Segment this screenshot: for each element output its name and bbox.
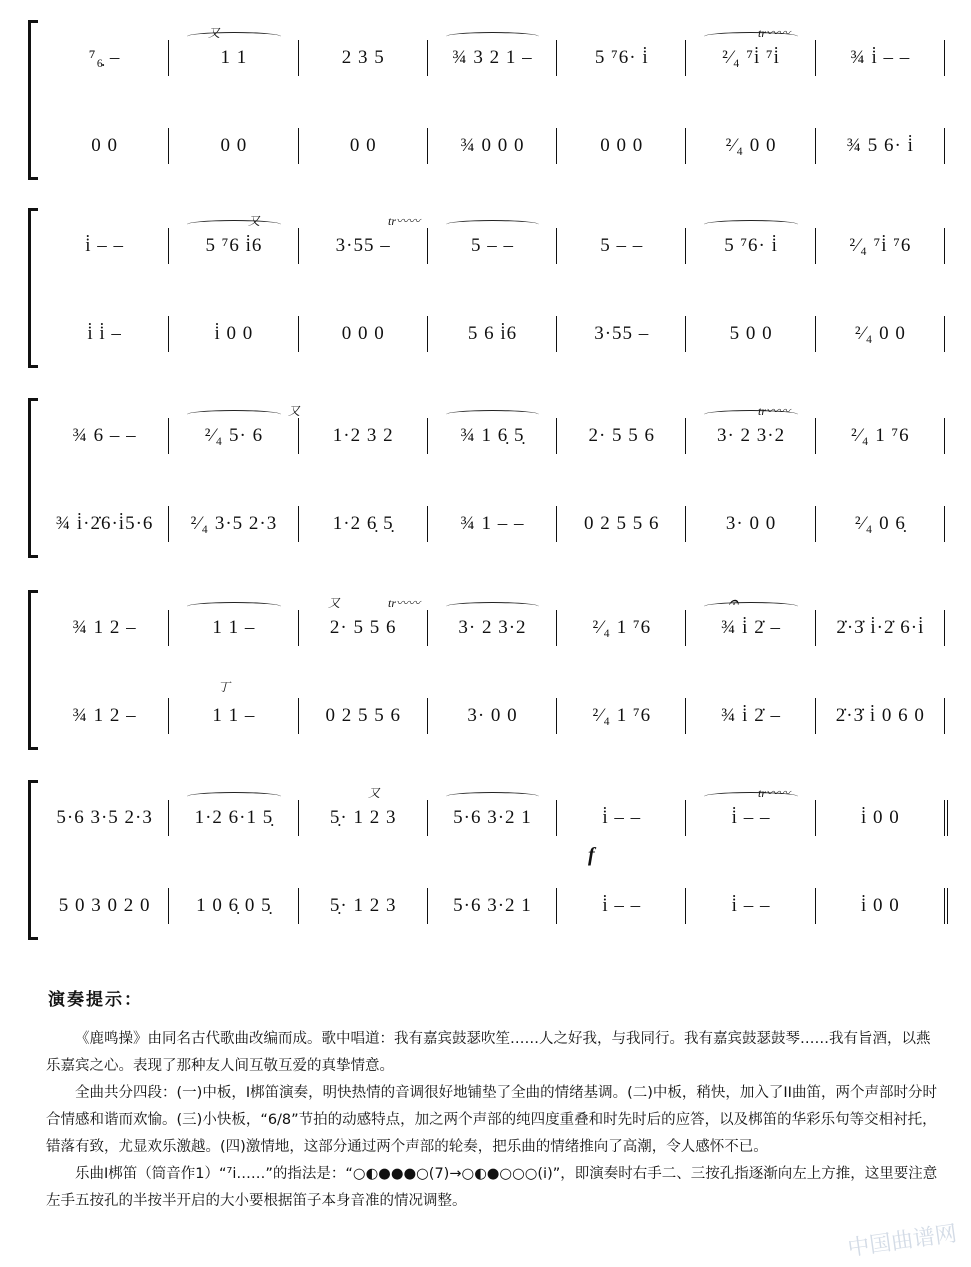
dynamic-forte: f	[588, 844, 595, 866]
measure: ²⁄₄ 0 0	[725, 135, 777, 156]
barline	[427, 128, 428, 164]
barline	[298, 316, 299, 352]
score-system	[28, 780, 948, 940]
measure: 2̇·3̇ i̇·2̇ 6·i̇	[836, 617, 925, 638]
system-bracket	[28, 590, 37, 750]
barline	[685, 228, 686, 264]
barline	[815, 418, 816, 454]
score-system	[28, 20, 948, 180]
system-bracket	[28, 398, 37, 558]
measure: 5·6 3·2 1	[453, 895, 532, 916]
barline	[427, 888, 428, 924]
measure: 5 0 0	[729, 323, 773, 344]
mordent-mark: 又	[368, 786, 381, 800]
barline	[944, 128, 945, 164]
barline	[815, 888, 816, 924]
measure: i̇ – –	[602, 807, 642, 828]
measure: 2· 5 5 6	[329, 617, 397, 638]
part-one-staff	[40, 226, 948, 266]
barline	[815, 506, 816, 542]
measure: 3· 2 3·2	[458, 617, 527, 638]
barline	[815, 698, 816, 734]
measure: 3·55 –	[594, 323, 650, 344]
measure: ¾ i̇ – –	[850, 47, 911, 68]
measure: ¾ 6 – –	[72, 425, 137, 446]
final-barline	[944, 800, 948, 836]
measure: ¾ i̇·2̇6·i̇5·6	[55, 513, 154, 534]
part-one-staff	[40, 416, 948, 456]
barline	[168, 128, 169, 164]
system-bracket	[28, 780, 37, 940]
measure: ²⁄₄ ⁷i̇ ⁷i̇	[722, 47, 780, 68]
system-bracket	[28, 208, 37, 368]
barline	[168, 316, 169, 352]
mordent-mark: 又	[208, 26, 221, 40]
notes-paragraph: 全曲共分四段：(一)中板，I梆笛演奏，明快热情的音调很好地铺垫了全曲的情绪基调。(二)中板，稍快，加入了II曲笛，两个声部时分时合情感和谐而欢愉。(三)小快板，“6/8”节拍的动感特点，加之两个声部的纯四度重叠和时先时后的应答，以及梆笛的华彩乐句等交相衬托，错落有致，尤显欢乐激越。(四)激情地，这部分通过两个声部的轮奏，把乐曲的情绪推向了高潮，令人感怀不已。	[46, 1085, 937, 1155]
measure: ²⁄₄ 1 ⁷6	[851, 425, 910, 446]
measure: 5̣· 1 2 3	[329, 807, 397, 828]
barline	[556, 128, 557, 164]
barline	[298, 888, 299, 924]
system-bracket	[28, 20, 37, 180]
measure: 5 ⁷6 i̇6	[205, 235, 263, 256]
barline	[168, 506, 169, 542]
mordent-mark: 又	[248, 214, 261, 228]
barline	[298, 418, 299, 454]
barline	[556, 610, 557, 646]
watermark-logo: 中国曲谱网	[846, 1221, 959, 1262]
part-two-staff	[40, 504, 948, 544]
slur-mark	[446, 32, 539, 41]
measure: i̇ – –	[731, 895, 771, 916]
measure: ¾ 3 2 1 –	[452, 47, 533, 68]
barline	[815, 128, 816, 164]
barline	[685, 40, 686, 76]
measure: 3· 2 3·2	[716, 425, 786, 446]
measure: ²⁄₄ 5· 6	[204, 425, 264, 446]
barline	[427, 800, 428, 836]
trill-mark: tr〰〰	[388, 596, 421, 610]
measure: 1·2 6̣ 5̣	[332, 513, 394, 534]
trill-mark: tr〰〰	[758, 26, 791, 40]
trill-mark: tr〰〰	[388, 214, 421, 228]
barline	[427, 40, 428, 76]
slur-mark	[187, 602, 280, 611]
measure: ²⁄₄ 1 ⁷6	[592, 705, 652, 726]
barline	[168, 228, 169, 264]
measure: ²⁄₄ 0 6̣	[854, 513, 906, 534]
measure: 5·6 3·5 2·3	[56, 807, 153, 828]
measure: 1·2 3 2	[332, 425, 394, 446]
measure: 1·2 6·1 5̣	[194, 807, 274, 828]
barline	[944, 610, 945, 646]
barline	[685, 316, 686, 352]
measure: i̇ – –	[602, 895, 642, 916]
measure: ²⁄₄ ⁷i̇ ⁷6	[849, 235, 912, 256]
measure: ²⁄₄ 3·5 2·3	[190, 513, 278, 534]
barline	[427, 610, 428, 646]
barline	[168, 418, 169, 454]
measure: ¾ 0 0 0	[460, 135, 525, 156]
measure: 3· 0 0	[725, 513, 777, 534]
barline	[685, 418, 686, 454]
barline	[298, 506, 299, 542]
slur-mark	[446, 792, 539, 801]
score-system	[28, 398, 948, 558]
barline	[168, 610, 169, 646]
trill-mark: tr〰〰	[758, 786, 791, 800]
slur-mark	[446, 220, 539, 229]
barline	[815, 610, 816, 646]
barline	[427, 506, 428, 542]
measure: 0 0	[91, 135, 119, 156]
measure: ²⁄₄ 1 ⁷6	[592, 617, 652, 638]
measure: 5 0 3 0 2 0	[58, 895, 151, 916]
measure: i̇ 0 0	[214, 323, 254, 344]
measure: 2 3 5	[341, 47, 385, 68]
measure: i̇ 0 0	[860, 895, 900, 916]
barline	[168, 40, 169, 76]
measure: 1 1 –	[212, 617, 256, 638]
slur-mark	[446, 602, 539, 611]
part-two-staff	[40, 886, 948, 926]
measure: 5̣· 1 2 3	[329, 895, 397, 916]
barline	[685, 128, 686, 164]
barline	[944, 228, 945, 264]
barline	[298, 228, 299, 264]
measure: 0 2 5 5 6	[325, 705, 401, 726]
barline	[815, 316, 816, 352]
measure: ²⁄₄ 0 0	[854, 323, 906, 344]
barline	[685, 610, 686, 646]
measure: ¾ 5 6· i̇	[846, 135, 914, 156]
barline	[815, 40, 816, 76]
slur-mark	[704, 220, 797, 229]
part-two-staff	[40, 126, 948, 166]
mordent-mark: 又	[288, 404, 301, 418]
measure: ¾ 1 – –	[460, 513, 525, 534]
final-barline	[944, 888, 948, 924]
barline	[556, 698, 557, 734]
score-system	[28, 208, 948, 368]
measure: 5 – –	[470, 235, 514, 256]
slur-mark	[704, 602, 797, 611]
part-two-staff	[40, 314, 948, 354]
slur-mark	[187, 792, 280, 801]
fingering-mark: 丁	[218, 680, 231, 694]
barline	[685, 698, 686, 734]
measure: 0 0	[220, 135, 248, 156]
barline	[168, 800, 169, 836]
part-one-staff	[40, 608, 948, 648]
barline	[944, 506, 945, 542]
measure: 5·6 3·2 1	[453, 807, 532, 828]
measure: 2· 5 5 6	[588, 425, 656, 446]
barline	[298, 40, 299, 76]
barline	[556, 40, 557, 76]
barline	[556, 418, 557, 454]
measure: 5 – –	[600, 235, 644, 256]
measure: 0 2 5 5 6	[584, 513, 660, 534]
barline	[944, 40, 945, 76]
barline	[168, 888, 169, 924]
measure: 0 0 0	[341, 323, 385, 344]
barline	[944, 316, 945, 352]
slur-mark	[446, 410, 539, 419]
measure: i̇ i̇ –	[87, 323, 122, 344]
part-one-staff	[40, 38, 948, 78]
measure: i̇ – –	[85, 235, 125, 256]
measure: i̇ – –	[731, 807, 771, 828]
measure: 1 1	[220, 47, 248, 68]
notes-heading: 演奏提示：	[48, 990, 143, 1010]
barline	[427, 698, 428, 734]
barline	[427, 418, 428, 454]
barline	[685, 800, 686, 836]
measure: ⁷₆̣ –	[88, 47, 121, 68]
fermata-mark: 𝄐	[728, 592, 739, 612]
barline	[298, 698, 299, 734]
measure: 2̇·3̇ i̇ 0 6 0	[835, 705, 925, 726]
barline	[815, 228, 816, 264]
barline	[556, 888, 557, 924]
barline	[298, 800, 299, 836]
part-one-staff	[40, 798, 948, 838]
barline	[556, 316, 557, 352]
barline	[944, 698, 945, 734]
measure: 3· 0 0	[467, 705, 518, 726]
slur-mark	[187, 410, 280, 419]
measure: 1 1 –	[212, 705, 256, 726]
barline	[298, 128, 299, 164]
notes-paragraph: 乐曲I梆笛（筒音作1）“⁷i……”的指法是：“○◐●●●○(7)→○◐●○○○(i̇)”，即演奏时右手二、三按孔指逐渐向左上方推，这里要注意左手五按孔的半按半开启的大小要根据笛子本身音准的情况调整。	[46, 1166, 938, 1209]
measure: ¾ 1 2 –	[72, 705, 137, 726]
barline	[556, 800, 557, 836]
part-two-staff	[40, 696, 948, 736]
barline	[556, 506, 557, 542]
barline	[298, 610, 299, 646]
slur-mark	[187, 32, 280, 41]
barline	[427, 228, 428, 264]
measure: 3·55 –	[335, 235, 391, 256]
barline	[944, 418, 945, 454]
measure: 0 0	[349, 135, 377, 156]
measure: 0 0 0	[600, 135, 644, 156]
trill-mark: tr〰〰	[758, 404, 791, 418]
measure: ¾ 1 2 –	[72, 617, 137, 638]
measure: ¾ 1 6̣ 5̣	[460, 425, 525, 446]
performance-notes	[46, 985, 941, 1215]
measure: ¾ i̇ 2̇ –	[721, 617, 781, 638]
notes-paragraph: 《鹿鸣操》由同名古代歌曲改编而成。歌中唱道：我有嘉宾鼓瑟吹笙……人之好我，与我同行。我有嘉宾鼓瑟鼓琴……我有旨酒，以燕乐嘉宾之心。表现了那种友人间互敬互爱的真挚情意。	[46, 1031, 931, 1074]
mordent-mark: 又	[328, 596, 341, 610]
measure: 5 ⁷6· i̇	[594, 47, 649, 68]
score-system	[28, 590, 948, 750]
measure: 5 6 i̇6	[467, 323, 518, 344]
measure: 1 0 6̣ 0 5̣	[196, 895, 272, 916]
measure: ¾ i̇ 2̇ –	[721, 705, 781, 726]
barline	[815, 800, 816, 836]
slur-mark	[187, 220, 280, 229]
barline	[685, 506, 686, 542]
barline	[685, 888, 686, 924]
measure: i̇ 0 0	[860, 807, 900, 828]
barline	[427, 316, 428, 352]
barline	[556, 228, 557, 264]
measure: 5 ⁷6· i̇	[724, 235, 778, 256]
barline	[168, 698, 169, 734]
